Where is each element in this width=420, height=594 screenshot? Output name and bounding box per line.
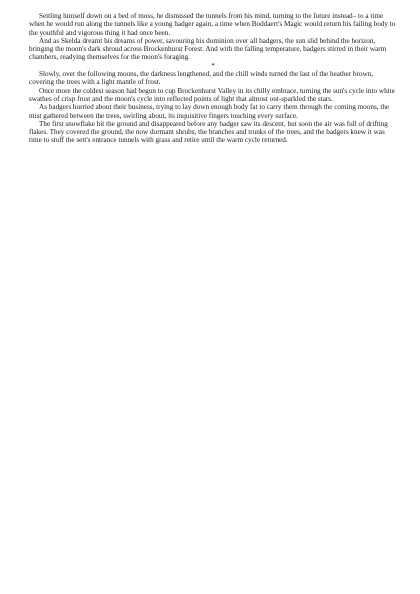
document-page: [29, 12, 397, 145]
paragraph: Settling himself down on a bed of moss, he dismissed the tunnels from his mind, turning to the future instead– to a time when he would run along the tunnels like a young badger again, a time when Boddaert's Magic would return his failing body to the youthful and vigorous thing it had once been.: [29, 12, 396, 37]
paragraph: The first snowflake hit the ground and disappeared before any badger saw its descent, but soon the air was full of drifting flakes. They covered the ground, the now dormant shrubs, the branches and trunks of the trees, and the badgers knew it was time to stuff the sett's entrance tunnels with grass and retire until the warm cycle returned.: [29, 119, 388, 145]
paragraph: Slowly, over the following moons, the darkness lengthened, and the chill winds turned the last of the heather brown, covering the trees with a light mantle of frost.: [29, 70, 374, 87]
section-separator: *: [211, 61, 215, 70]
paragraph: And as Skelda dreamt his dreams of power, savouring his dominion over all badgers, the sun slid behind the horizon, bringing the moon's dark shroud across Brockenhurst Forest. And with the falling temperature, badgers stirred in their warm chambers, readying themselves for the moon's foraging.: [29, 36, 387, 62]
paragraph: As badgers hurried about their business, trying to lay down enough body fat to carry them through the coming moons, the mist gathered between the trees, swirling about, its inquisitive fingers touching every surface.: [29, 103, 390, 120]
paragraph: Once more the coldest season had begun to cup Brockenhurst Valley in its chilly embrace, turning the sun's cycle into white swathes of crisp frost and the moon's cycle into reflected points of light that almost out-sparkled the stars.: [29, 86, 395, 103]
